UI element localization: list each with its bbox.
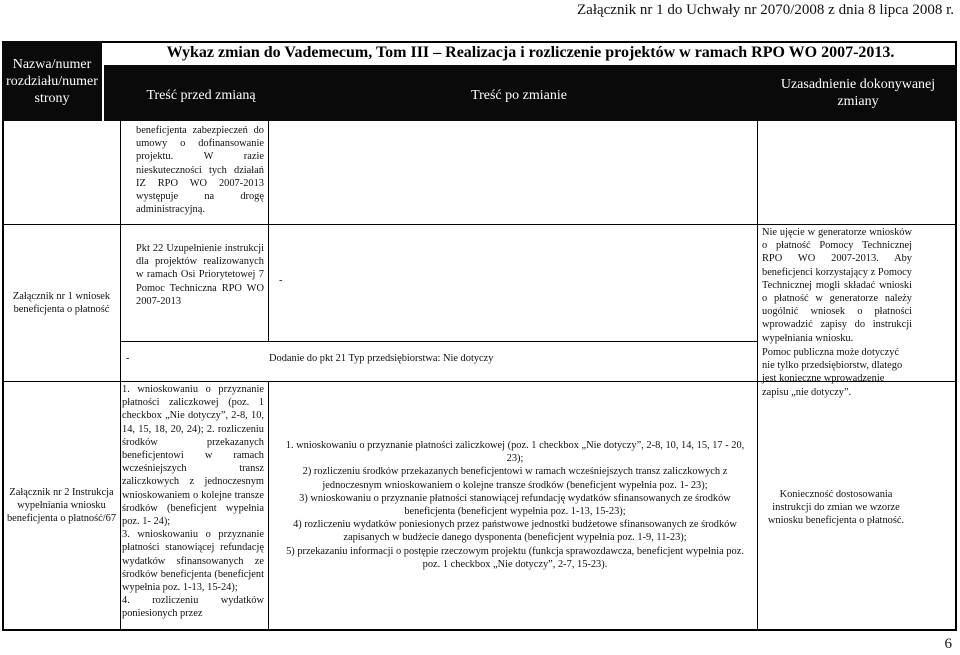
row2-justification: Nie ujęcie w generatorze wniosków o płatność Pomocy Technicznej RPO WO 2007-2013. Aby beneficjenci korzystający z Pomocy Technicznej mogli składać wnioski o płatność w generatorze należy uogólnić wniosek o płatności wprowadzić zapisy do instrukcji wypełniania wniosku. xyxy=(762,227,912,344)
row4-after-item-5: 5) przekazaniu informacji o postępie rzeczowym projektu (funkcja sprawozdawcza, beneficjent wypełnia poz. poz. 1 checkbox „Nie dotyczy”, 2-7, 15-23). xyxy=(286,545,744,570)
header-section-name: Nazwa/numer rozdziału/numer strony xyxy=(2,41,102,121)
row4-after-item-4: 4) rozliczeniu wydatków poniesionych przez państwowe jednostki budżetowe sfinansowanych ze środków zapisanych w budżecie danego dysponenta (beneficjent wypełnia poz. 1-9, 11-23); xyxy=(293,519,737,544)
header-content-after: Treść po zmianie xyxy=(278,80,760,110)
row1-content-before: beneficjenta zabezpieczeń do umowy o dofinansowanie projektu. W razie nieskuteczności tych działań IZ RPO WO 2007-2013 występuje na drogę administracyjną. xyxy=(136,125,264,216)
row4-section-name: Załącznik nr 2 Instrukcja wypełniania wniosku beneficjenta o płatność/67 xyxy=(6,487,117,525)
row3-justification: Pomoc publiczna może dotyczyć nie tylko przedsiębiorstw, dlatego jest konieczne wprowadzenie zapisu „nie dotyczy”. xyxy=(762,347,903,398)
col-divider-2b xyxy=(268,381,269,631)
col-divider-2 xyxy=(268,121,269,341)
col-divider-3 xyxy=(757,121,758,631)
attachment-note: Załącznik nr 1 do Uchwały nr 2070/2008 z dnia 8 lipca 2008 r. xyxy=(577,2,954,18)
col-divider-1 xyxy=(120,121,121,631)
row2-content-before: Pkt 22 Uzupełnienie instrukcji dla projektów realizowanych w ramach Osi Priorytetowej 7 Pomoc Techniczna RPO WO 2007-2013 xyxy=(136,243,264,307)
row4-content-after xyxy=(281,439,749,571)
header-justification: Uzasadnienie dokonywanej zmiany xyxy=(760,70,956,116)
header-content-before: Treść przed zmianą xyxy=(126,80,276,110)
row4-before-paragraph-2: 3. wnioskowaniu o przyznanie płatności stanowiącej refundację wydatków sfinansowanych ze środków beneficjenta (beneficjent wypełnia poz. 1-13, 15-24); xyxy=(122,529,264,594)
row2-section-name: Załącznik nr 1 wniosek beneficjenta o płatność xyxy=(12,291,111,316)
row3-content-after: Dodanie do pkt 21 Typ przedsiębiorstwa: Nie dotyczy xyxy=(269,353,494,364)
row4-after-item-2: 2) rozliczeniu środków przekazanych beneficjentowi w ramach wcześniejszych transz zaliczkowych z jednoczesnym wnioskowaniem o kolejne transze środków (beneficjent wypełnia poz. 1- 23); xyxy=(302,466,728,491)
row2-content-after: - xyxy=(279,275,283,286)
page-number: 6 xyxy=(944,636,952,652)
row4-content-before xyxy=(122,383,264,621)
row4-after-item-1: 1. wnioskowaniu o przyznanie płatności zaliczkowej (poz. 1 checkbox „Nie dotyczy”, 2-8, 10, 14, 15, 17 - 20, 23); xyxy=(285,440,745,465)
row4-before-paragraph-1: 1. wnioskowaniu o przyznanie płatności zaliczkowej (poz. 1 checkbox „Nie dotyczy”, 2-8, 10, 14, 15, 18, 20, 24); 2. rozliczeniu środków przekazanych beneficjentowi w ramach wcześniejszych transz zaliczkowych z jednoczesnym wnioskowaniem o kolejne transze środków (beneficjent wypełnia poz. 1- 24); xyxy=(122,384,264,528)
row4-justification: Konieczność dostosowania instrukcji do zmian we wzorze wniosku beneficjenta o płatność. xyxy=(767,489,905,527)
row-divider-1 xyxy=(2,224,957,225)
row-divider-2 xyxy=(120,341,757,342)
row4-after-item-3: 3) wnioskowaniu o przyznanie płatności stanowiącej refundację wydatków sfinansowanych ze środków beneficjenta (beneficjent wypełnia poz. 1-13, 15-23); xyxy=(299,492,731,518)
row4-before-paragraph-3: 4. rozliczeniu wydatków poniesionych przez xyxy=(122,595,264,620)
document-title: Wykaz zmian do Vademecum, Tom III – Realizacja i rozliczenie projektów w ramach RPO WO 2007-2013. xyxy=(166,44,895,61)
row3-content-before: - xyxy=(126,353,130,364)
